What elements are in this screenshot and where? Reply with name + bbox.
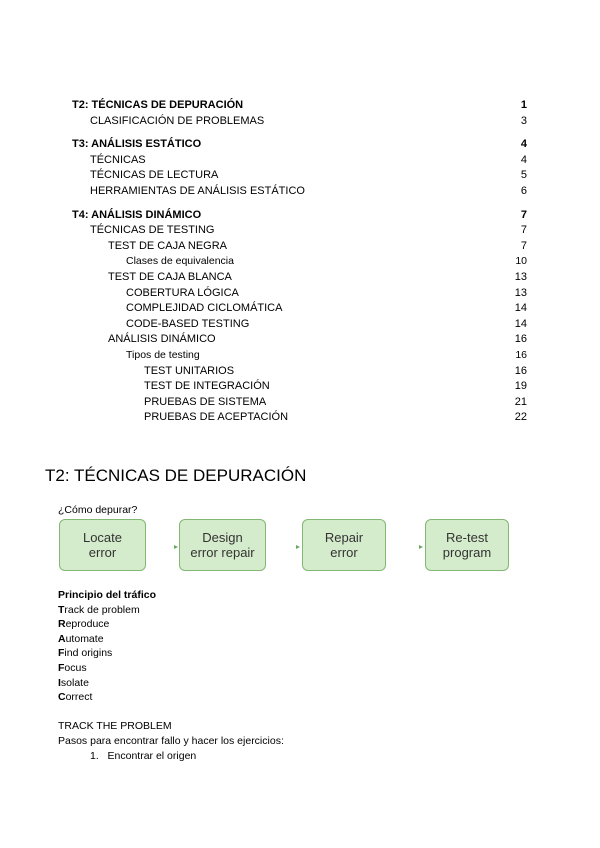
principle-initial: I bbox=[58, 676, 61, 689]
flow-step-line1: Design bbox=[202, 530, 243, 545]
list-text: Encontrar el origen bbox=[107, 749, 197, 762]
toc-title: TEST UNITARIOS bbox=[144, 364, 235, 377]
list-number: 1. bbox=[90, 749, 99, 762]
toc-title: TÉCNICAS DE TESTING bbox=[90, 224, 215, 237]
toc-title: COMPLEJIDAD CICLOMÁTICA bbox=[126, 302, 283, 315]
toc-title: TEST DE CAJA BLANCA bbox=[108, 270, 232, 283]
toc-entry[interactable] bbox=[0, 223, 600, 239]
toc-title: T3: ANÁLISIS ESTÁTICO bbox=[72, 138, 202, 151]
toc-title: ANÁLISIS DINÁMICO bbox=[108, 333, 216, 346]
principle-initial: F bbox=[58, 661, 65, 674]
toc-entry[interactable] bbox=[0, 114, 600, 130]
section-title: T2: TÉCNICAS DE DEPURACIÓN bbox=[45, 466, 307, 485]
toc-entry[interactable] bbox=[0, 379, 600, 395]
flow-step-line2: error repair bbox=[190, 545, 255, 560]
principle-initial: F bbox=[58, 647, 65, 660]
toc-page: 14 bbox=[514, 302, 527, 315]
toc-page: 13 bbox=[514, 270, 527, 283]
track-the-problem bbox=[58, 719, 284, 763]
toc-entry[interactable] bbox=[0, 301, 600, 317]
flow-step-box bbox=[302, 519, 386, 571]
toc-page: 19 bbox=[514, 380, 527, 393]
toc-page: 13 bbox=[514, 286, 527, 299]
toc-page: 5 bbox=[520, 169, 527, 182]
toc-entry[interactable] bbox=[0, 239, 600, 255]
toc-title: Tipos de testing bbox=[126, 348, 200, 361]
debug-flow-diagram bbox=[0, 519, 600, 573]
toc-page: 7 bbox=[520, 224, 527, 237]
toc-page: 4 bbox=[520, 153, 527, 166]
principle-rest: eproduce bbox=[65, 618, 110, 631]
principle-rest: rack de problem bbox=[64, 603, 140, 616]
toc-title: TEST DE CAJA NEGRA bbox=[108, 239, 227, 252]
toc-entry[interactable] bbox=[0, 395, 600, 411]
flow-step-line1: Repair bbox=[324, 530, 364, 545]
principle-initial: A bbox=[58, 632, 66, 645]
toc-title: CLASIFICACIÓN DE PROBLEMAS bbox=[90, 114, 265, 127]
toc-page: 1 bbox=[520, 99, 527, 111]
flow-step-line2: error bbox=[330, 545, 358, 560]
toc-entry[interactable] bbox=[0, 332, 600, 348]
arrow-right-icon bbox=[419, 545, 423, 549]
toc-entry[interactable] bbox=[0, 317, 600, 333]
toc-entry[interactable] bbox=[0, 270, 600, 286]
toc-page: 21 bbox=[514, 395, 527, 408]
principle-item bbox=[58, 632, 156, 647]
flow-step-box bbox=[179, 519, 266, 571]
flow-step-box bbox=[59, 519, 146, 571]
section-question: ¿Cómo depurar? bbox=[58, 504, 138, 516]
principle-item bbox=[58, 646, 156, 661]
principle-rest: ocus bbox=[64, 661, 87, 674]
principle-item bbox=[58, 617, 156, 632]
ordered-list-item bbox=[58, 749, 284, 764]
toc-entry[interactable] bbox=[0, 168, 600, 184]
toc-title: COBERTURA LÓGICA bbox=[126, 286, 239, 299]
flow-step-line2: program bbox=[442, 545, 492, 560]
toc-title: PRUEBAS DE SISTEMA bbox=[144, 395, 267, 408]
toc-entry[interactable] bbox=[0, 208, 600, 224]
toc-page: 10 bbox=[515, 255, 527, 268]
principle-initial: T bbox=[58, 603, 65, 616]
principle-item bbox=[58, 603, 156, 618]
principle-heading: Principio del tráfico bbox=[58, 589, 157, 601]
toc-page: 16 bbox=[514, 364, 527, 377]
toc-title: Clases de equivalencia bbox=[126, 255, 234, 268]
toc-entry[interactable] bbox=[0, 410, 600, 426]
table-of-contents bbox=[0, 98, 600, 426]
toc-page: 22 bbox=[514, 411, 527, 424]
toc-entry[interactable] bbox=[0, 137, 600, 153]
toc-page: 14 bbox=[514, 317, 527, 330]
toc-entry[interactable] bbox=[0, 153, 600, 169]
principle-item bbox=[58, 690, 156, 705]
traffic-principle bbox=[58, 588, 156, 705]
flow-step-box bbox=[425, 519, 509, 571]
arrow-right-icon bbox=[296, 545, 300, 549]
flow-step-line2: error bbox=[88, 545, 117, 560]
toc-page: 16 bbox=[514, 333, 527, 346]
principle-rest: orrect bbox=[65, 691, 93, 704]
principle-item bbox=[58, 676, 156, 691]
track-heading: TRACK THE PROBLEM bbox=[58, 720, 172, 732]
toc-entry[interactable] bbox=[0, 364, 600, 380]
toc-title: CODE-BASED TESTING bbox=[126, 317, 250, 330]
principle-rest: solate bbox=[60, 676, 89, 689]
toc-entry[interactable] bbox=[0, 184, 600, 200]
principle-rest: utomate bbox=[65, 632, 104, 645]
toc-title: TÉCNICAS DE LECTURA bbox=[90, 169, 219, 182]
toc-page: 6 bbox=[520, 184, 527, 197]
toc-page: 3 bbox=[520, 114, 527, 127]
toc-entry[interactable] bbox=[0, 286, 600, 302]
toc-title: T2: TÉCNICAS DE DEPURACIÓN bbox=[72, 99, 244, 111]
arrow-right-icon bbox=[174, 545, 178, 549]
toc-entry[interactable] bbox=[0, 254, 600, 270]
principle-initial: C bbox=[58, 691, 66, 704]
toc-page: 7 bbox=[520, 239, 527, 252]
toc-title: T4: ANÁLISIS DINÁMICO bbox=[72, 208, 202, 221]
principle-initial: R bbox=[58, 618, 66, 631]
toc-title: HERRAMIENTAS DE ANÁLISIS ESTÁTICO bbox=[90, 184, 305, 197]
toc-page: 16 bbox=[515, 348, 527, 361]
track-intro: Pasos para encontrar fallo y hacer los ejercicios: bbox=[58, 734, 284, 747]
toc-page: 7 bbox=[520, 208, 527, 221]
flow-step-line1: Locate bbox=[82, 530, 123, 545]
toc-title: TEST DE INTEGRACIÓN bbox=[144, 380, 270, 393]
toc-title: TÉCNICAS bbox=[90, 153, 146, 166]
flow-step-line1: Re-test bbox=[446, 530, 488, 545]
toc-entry[interactable] bbox=[0, 348, 600, 364]
principle-rest: ind origins bbox=[64, 647, 113, 660]
toc-entry[interactable] bbox=[0, 98, 600, 114]
principle-item bbox=[58, 661, 156, 676]
toc-title: PRUEBAS DE ACEPTACIÓN bbox=[144, 411, 289, 424]
toc-page: 4 bbox=[520, 138, 527, 151]
